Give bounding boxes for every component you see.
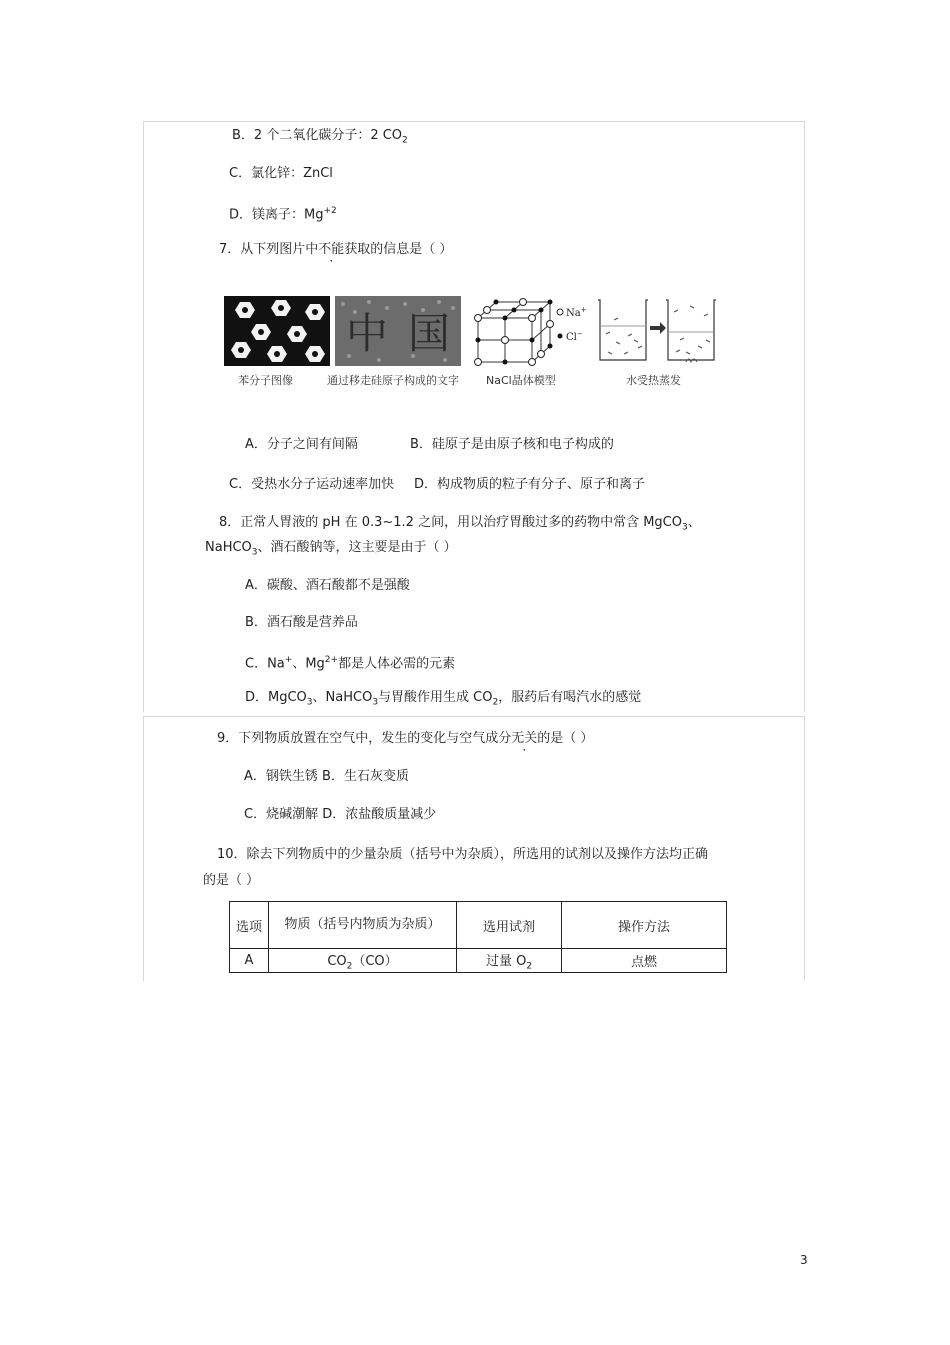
arrow-icon — [650, 322, 666, 334]
q10-stem-line1: 10．除去下列物质中的少量杂质（括号中为杂质），所选用的试剂以及操作方法均正确 — [217, 847, 709, 862]
q7-stem: 7．从下列图片中不能获取的信息是（ ） — [219, 242, 453, 257]
table-row — [230, 949, 727, 973]
caption-water: 水受热蒸发 — [626, 374, 681, 387]
cell-method: 点燃 — [562, 949, 727, 973]
cl-legend-label: Cl− — [566, 330, 583, 343]
q8-option-b: B．酒石酸是营养品 — [245, 615, 358, 630]
q7-option-c: C．受热水分子运动速率加快 — [229, 477, 395, 492]
q9-options-cd: C．烧碱潮解 D．浓盐酸质量减少 — [244, 807, 437, 822]
q6-option-c: C．氯化锌：ZnCl — [229, 166, 333, 181]
q9-stem: 9．下列物质放置在空气中，发生的变化与空气成分无关的是（ ） — [217, 731, 594, 746]
question-block-2 — [143, 716, 805, 981]
q8-option-d: D．MgCO$_3$、NaHCO$_3$与胃酸作用生成 $CO_2$，服药后有喝汽水的感觉 — [245, 690, 642, 708]
caption-benzene: 苯分子图像 — [238, 374, 293, 387]
na-legend-label: Na+ — [566, 306, 587, 319]
q8-option-c: C．Na+、$Mg^{2+}$都是人体必需的元素 — [245, 655, 456, 672]
q8-option-a: A．碳酸、酒石酸都不是强酸 — [245, 578, 410, 593]
q8-stem-line1: 8．正常人胃液的 pH 在 0.3~1.2 之间，用以治疗胃酸过多的药物中常含 MgCO$_3$、 — [219, 515, 701, 533]
cell-reagent: 过量 $O_2$ — [457, 949, 562, 973]
cl-legend-icon — [558, 334, 563, 339]
q6-option-b: B．2 个二氧化碳分子：2 $CO_2$ — [232, 128, 408, 146]
q6-option-d: D．镁离子：$Mg^{+2}$ — [229, 206, 337, 223]
water-evaporation-image — [594, 296, 724, 366]
caption-nacl: NaCl晶体模型 — [486, 374, 556, 387]
cell-substance: $CO_2(CO)$ — [269, 949, 457, 973]
question-block-1 — [143, 121, 805, 712]
q7-option-a: A．分子之间有间隔 — [245, 437, 358, 452]
nacl-crystal-model — [470, 296, 590, 366]
silicon-atoms-image — [335, 296, 461, 366]
table-header-row — [230, 902, 727, 949]
header-method: 操作方法 — [562, 902, 727, 949]
na-legend-icon — [557, 309, 563, 315]
benzene-molecule-image — [224, 296, 330, 366]
q9-options-ab: A．钢铁生锈 B．生石灰变质 — [244, 769, 409, 784]
q7-option-b: B．硅原子是由原子核和电子构成的 — [410, 437, 614, 452]
q8-stem-line2: NaHCO$_3$、酒石酸钠等，这主要是由于（ ） — [205, 540, 457, 558]
header-substance: 物质（括号内物质为杂质） — [269, 902, 457, 949]
char-zhong: 中 — [345, 309, 389, 358]
q7-option-d: D．构成物质的粒子有分子、原子和离子 — [414, 477, 646, 492]
header-reagent: 选用试剂 — [457, 902, 562, 949]
header-option: 选项 — [230, 902, 269, 949]
caption-silicon: 通过移走硅原子构成的文字 — [327, 374, 459, 387]
cell-option: A — [230, 949, 269, 973]
q10-options-table — [229, 901, 727, 973]
q10-stem-line2: 的是（ ） — [203, 873, 260, 888]
page-number: 3 — [800, 1253, 808, 1267]
char-guo: 国 — [407, 309, 451, 358]
